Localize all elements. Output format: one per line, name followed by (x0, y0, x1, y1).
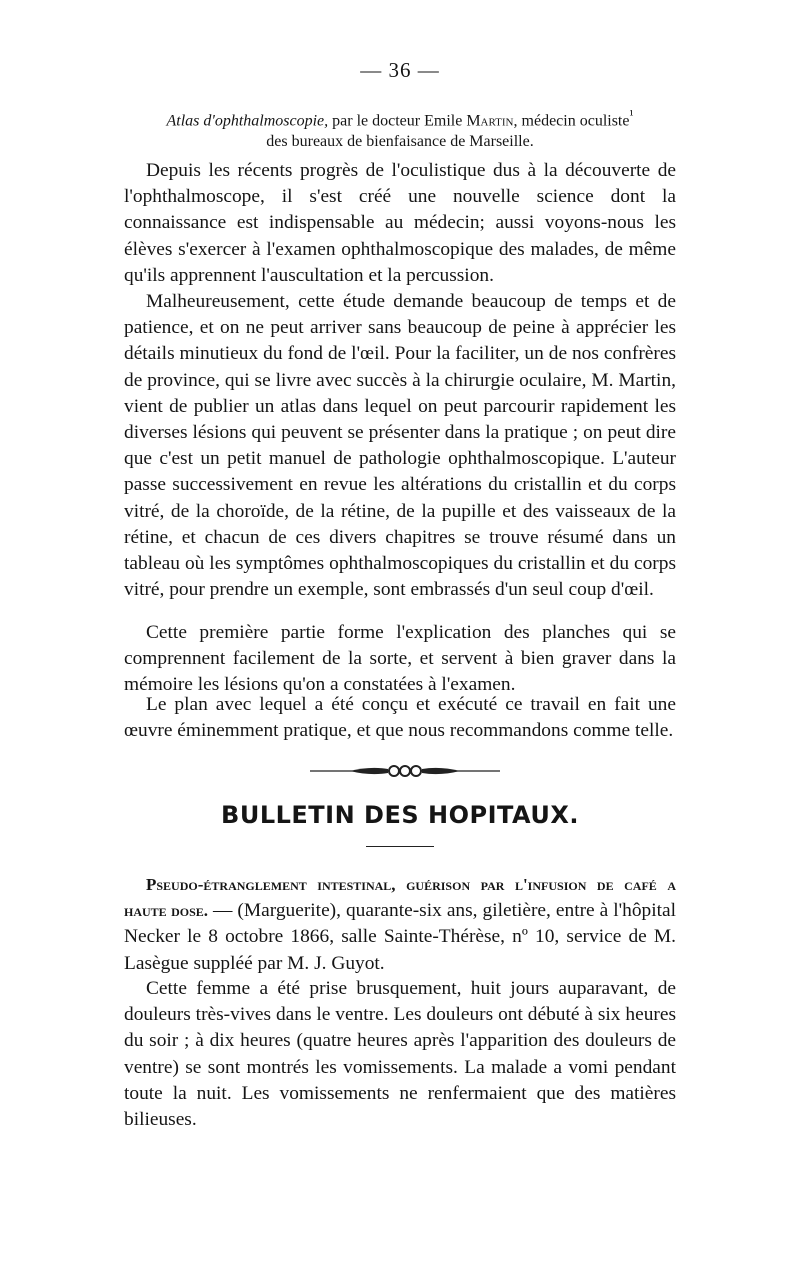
review-title: Atlas d'ophthalmoscopie, (166, 112, 329, 130)
review-paragraph-1: Depuis les récents progrès de l'oculistique dus à la découverte de l'ophthalmoscope, il s'est créé une nouvelle science dont la connaissance est indispensable au médecin; aussi voyons-nous les élèves s'exercer à l'examen ophthalmoscopique des malades, de même qu'ils apprennent l'auscultation et la percussion. (124, 160, 676, 286)
review-byline-pre: par le docteur Emile (328, 112, 467, 130)
page-number: — 36 — (360, 58, 440, 82)
section-rule (366, 846, 434, 847)
case-title: Pseudo-étranglement intestinal, guérison par l'infusion de café a haute dose. (124, 875, 676, 921)
ornament-divider (310, 763, 500, 779)
footnote-mark: ¹ (629, 107, 634, 122)
review-paragraph-4: Le plan avec lequel a été conçu et exécuté ce travail en fait une œuvre éminemment pratique, et que nous recommandons comme telle. (124, 694, 676, 742)
case-dash: — (208, 900, 238, 922)
review-heading (125, 104, 675, 152)
case-heading (124, 872, 676, 977)
case-details: (Marguerite), quarante-six ans, giletière, entre à l'hôpital Necker le 8 octobre 1866, salle Sainte-Thérèse, nº 10, service de M. Lasègue suppléé par M. J. Guyot. (124, 900, 676, 974)
section-title: BULLETIN DES HOPITAUX. (221, 801, 579, 829)
case-paragraph: Cette femme a été prise brusquement, huit jours auparavant, de douleurs très-vives dans le ventre. Les douleurs ont débuté à six heures du soir ; à dix heures (quatre heures après l'apparition des douleurs de ventre) se sont montrés les vomissements. La malade a vomi pendant toute la nuit. Les vomissements ne renfermaient que des matières bilieuses. (124, 978, 676, 1131)
review-heading-line2: des bureaux de bienfaisance de Marseille. (266, 133, 534, 151)
review-paragraph-2: Malheureusement, cette étude demande beaucoup de temps et de patience, et on ne peut arriver sans beaucoup de peine à apprécier les détails minutieux du fond de l'œil. Pour la faciliter, un de nos confrères de province, qui se livre avec succès à la chirurgie oculaire, M. Martin, vient de publier un atlas dans lequel on peut parcourir rapidement les diverses lésions qui peuvent se présenter dans la pratique ; on peut dire que c'est un petit manuel de pathologie ophthalmoscopique. L'auteur passe successivement en revue les altérations du cristallin et du corps vitré, de la choroïde, de la rétine, de la pupille et des vaisseaux de la rétine, et chacun de ces divers chapitres se trouve résumé dans un tableau où les symptômes ophthalmoscopiques du cristallin et du corps vitré, pour prendre un exemple, sont embrassés d'un seul coup d'œil. (124, 291, 676, 601)
review-paragraph-3: Cette première partie forme l'explication des planches qui se comprennent facilement de la sorte, et servent à bien graver dans la mémoire les lésions qu'on a constatées à l'examen. (124, 622, 676, 696)
review-author: Martin (466, 112, 514, 130)
review-byline-post: , médecin oculiste (513, 112, 630, 130)
